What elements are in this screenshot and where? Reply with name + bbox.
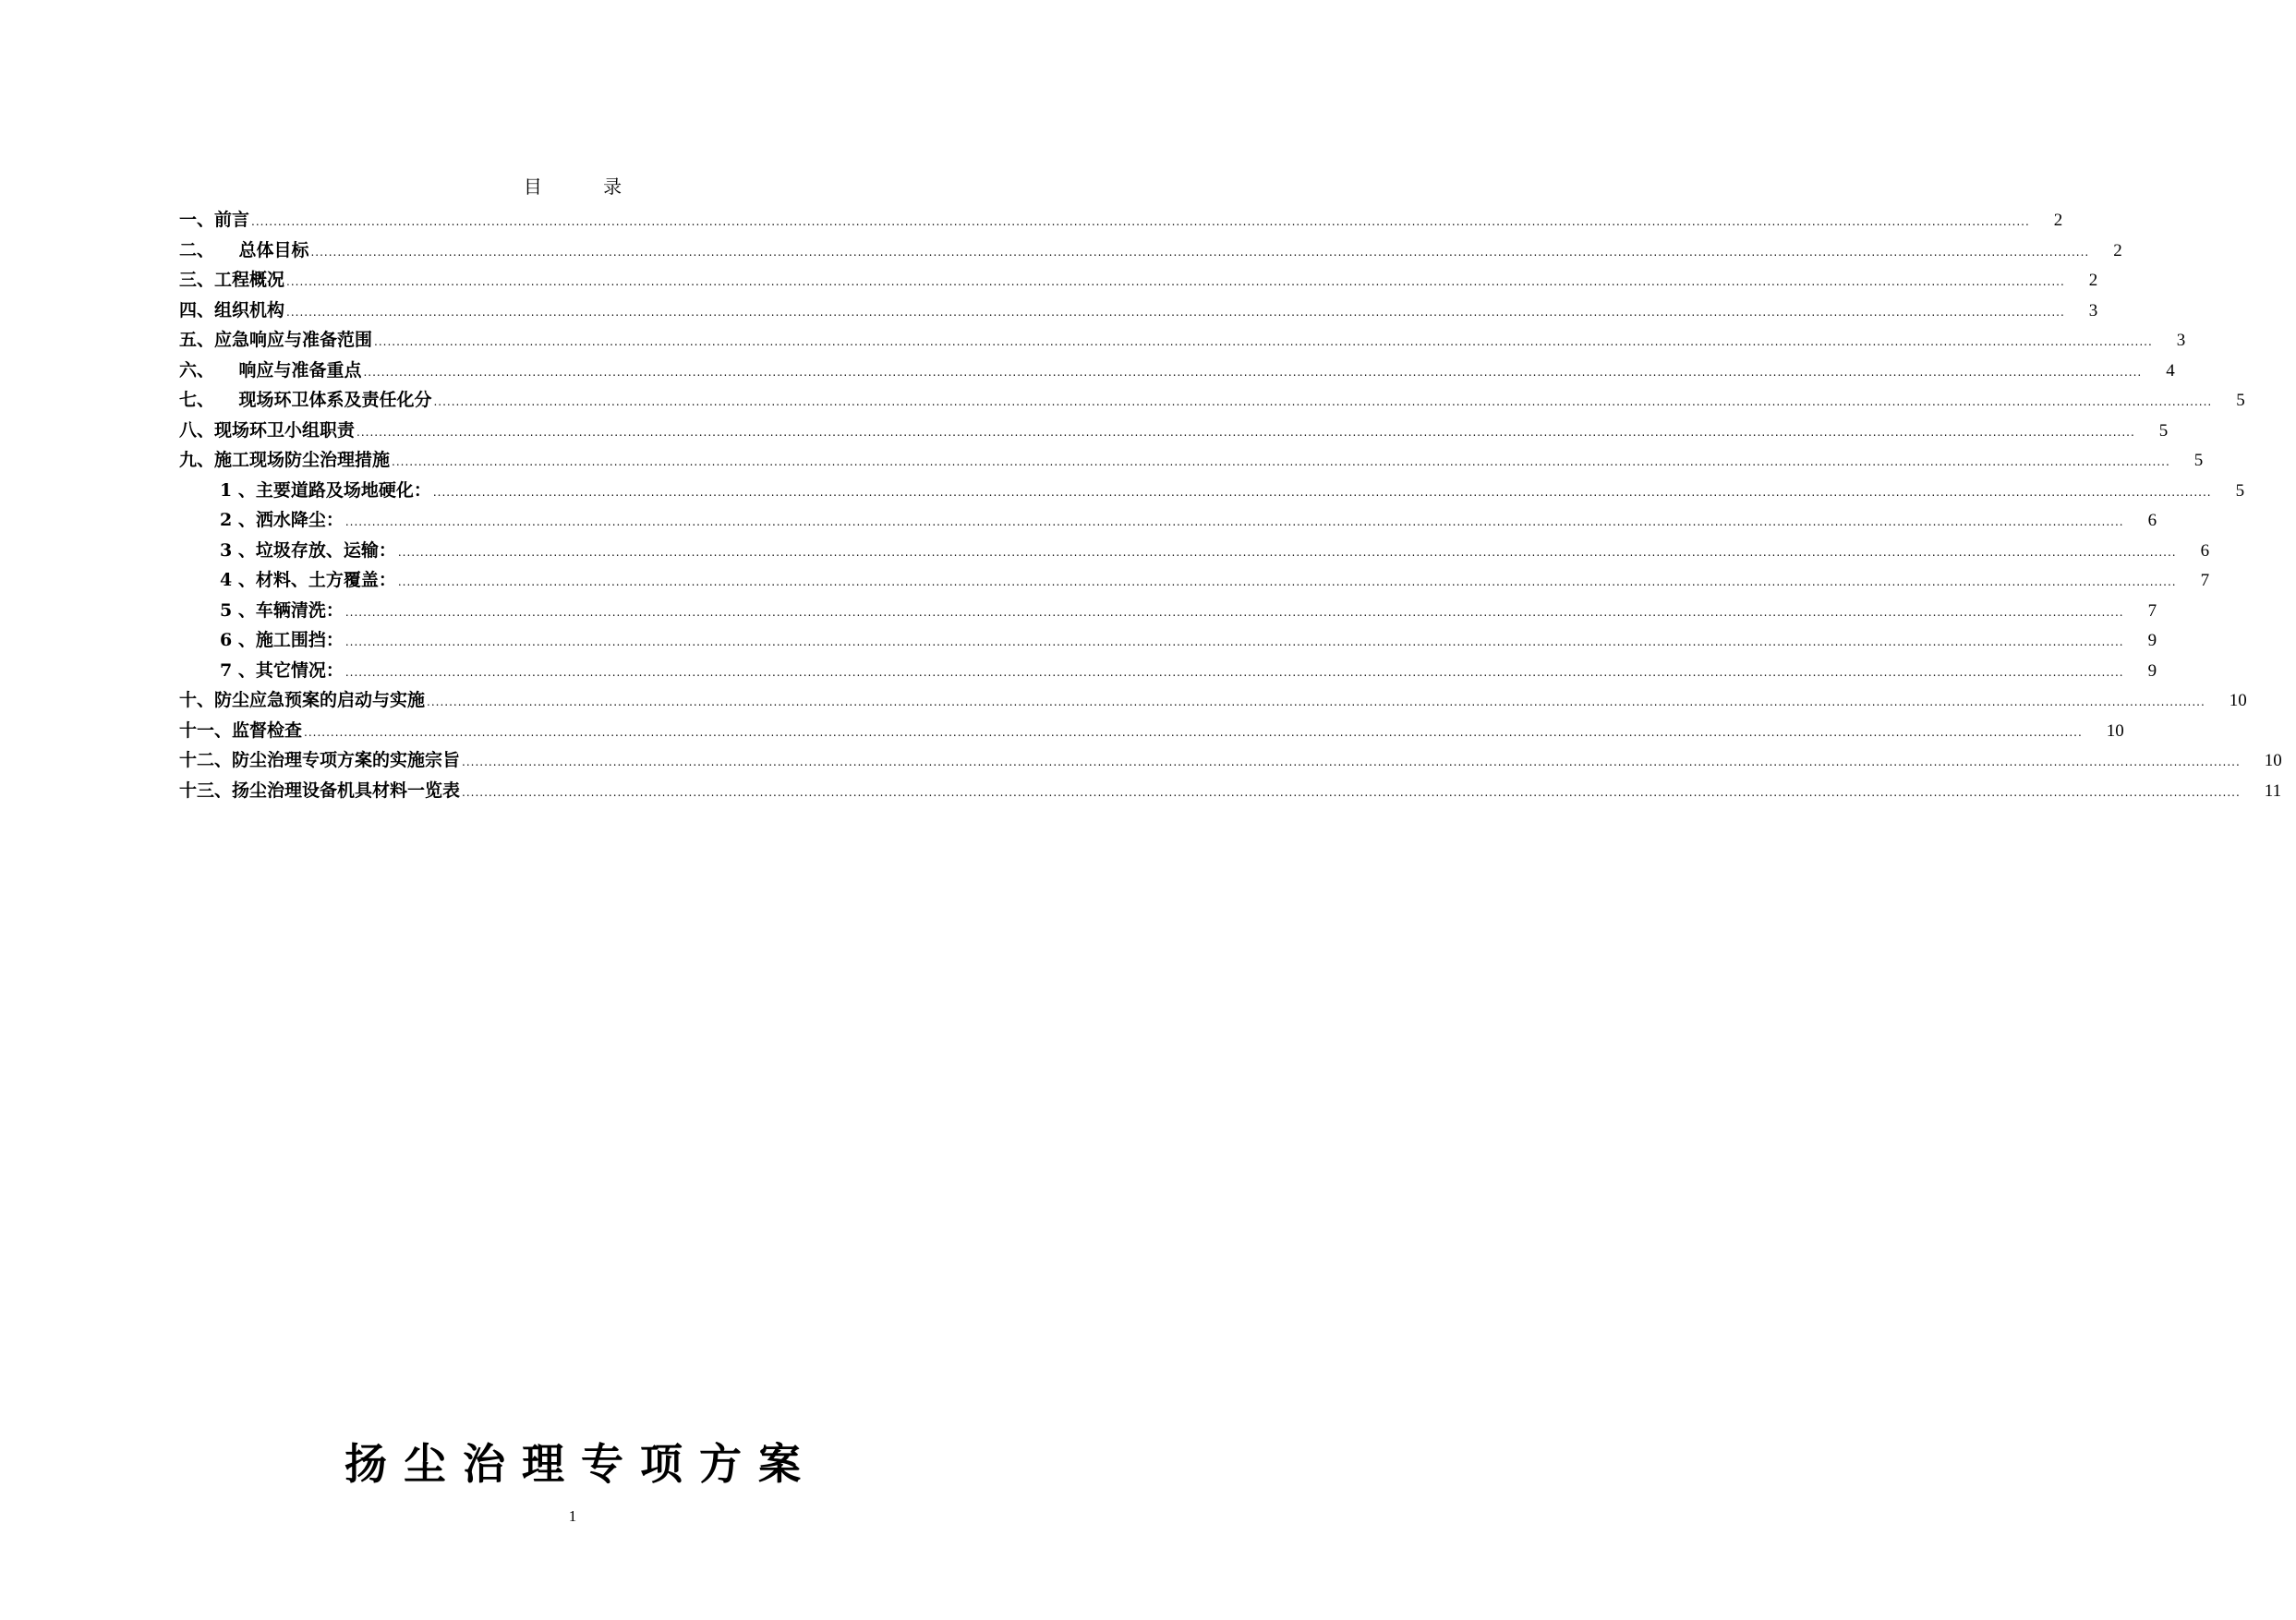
toc-dot-leader: ................................................................................................................................................................................................................................................................................................................................................................................................................ bbox=[433, 395, 2213, 408]
toc-entry[interactable] bbox=[179, 445, 2204, 476]
toc-dot-leader: ................................................................................................................................................................................................................................................................................................................................................................................................................ bbox=[344, 515, 2124, 528]
toc-entry-page: 3 bbox=[2176, 331, 2186, 350]
toc-entry[interactable] bbox=[179, 625, 2157, 656]
toc-entry[interactable] bbox=[179, 416, 2169, 446]
toc-entry[interactable] bbox=[179, 476, 2245, 506]
toc-entry[interactable] bbox=[179, 685, 2247, 716]
toc-entry[interactable] bbox=[179, 656, 2157, 686]
toc-entry-page: 10 bbox=[2264, 751, 2282, 770]
toc-entry[interactable] bbox=[179, 356, 2175, 386]
toc-entry[interactable] bbox=[179, 505, 2157, 536]
toc-entry[interactable] bbox=[179, 536, 2210, 566]
toc-entry-page: 3 bbox=[2088, 300, 2098, 320]
toc-entry-label: 4 、材料、土方覆盖： bbox=[220, 570, 396, 590]
toc-entry-page: 10 bbox=[2229, 691, 2247, 710]
toc-entry-page: 2 bbox=[2088, 271, 2098, 290]
toc-entry-page: 7 bbox=[2147, 600, 2157, 621]
toc-entry-label: 3 、垃圾存放、运输： bbox=[220, 539, 396, 561]
toc-entry-label: 一、前言 bbox=[179, 210, 250, 230]
toc-dot-leader: ................................................................................................................................................................................................................................................................................................................................................................................................................ bbox=[356, 425, 2135, 439]
toc-entry-label: 二、 总体目标 bbox=[179, 239, 309, 260]
toc-entry[interactable] bbox=[179, 236, 2122, 266]
table-of-contents bbox=[179, 205, 2282, 805]
toc-dot-leader: ................................................................................................................................................................................................................................................................................................................................................................................................................ bbox=[397, 575, 2177, 588]
toc-entry[interactable] bbox=[179, 776, 2282, 806]
toc-entry-page: 7 bbox=[2200, 571, 2210, 590]
toc-entry-label: 三、工程概况 bbox=[179, 270, 285, 290]
toc-heading: 目 录 bbox=[523, 175, 650, 198]
toc-entry-label: 四、组织机构 bbox=[179, 299, 285, 320]
toc-dot-leader: ................................................................................................................................................................................................................................................................................................................................................................................................................ bbox=[286, 275, 2065, 288]
toc-entry-label: 5 、车辆清洗： bbox=[220, 599, 344, 621]
toc-entry[interactable] bbox=[179, 565, 2210, 596]
toc-entry[interactable] bbox=[179, 745, 2282, 776]
toc-dot-leader: ................................................................................................................................................................................................................................................................................................................................................................................................................ bbox=[427, 695, 2205, 708]
toc-entry-page: 9 bbox=[2147, 631, 2157, 650]
toc-dot-leader: ................................................................................................................................................................................................................................................................................................................................................................................................................ bbox=[286, 305, 2065, 319]
toc-entry-label: 十三、扬尘治理设备机具材料一览表 bbox=[179, 780, 461, 801]
toc-entry-page: 5 bbox=[2158, 420, 2169, 441]
toc-dot-leader: ................................................................................................................................................................................................................................................................................................................................................................................................................ bbox=[374, 335, 2153, 348]
toc-dot-leader: ................................................................................................................................................................................................................................................................................................................................................................................................................ bbox=[397, 545, 2177, 559]
toc-dot-leader: ................................................................................................................................................................................................................................................................................................................................................................................................................ bbox=[304, 725, 2083, 739]
toc-dot-leader: ................................................................................................................................................................................................................................................................................................................................................................................................................ bbox=[344, 665, 2124, 679]
toc-entry-label: 六、 响应与准备重点 bbox=[179, 359, 362, 381]
toc-entry-label: 6 、施工围挡： bbox=[220, 630, 344, 650]
toc-entry[interactable] bbox=[179, 205, 2063, 236]
document-title: 扬尘治理专项方案 bbox=[344, 1439, 817, 1489]
toc-dot-leader: ................................................................................................................................................................................................................................................................................................................................................................................................................ bbox=[344, 605, 2124, 619]
toc-entry-label: 七、 现场环卫体系及责任化分 bbox=[179, 390, 432, 410]
toc-entry-page: 2 bbox=[2053, 211, 2063, 230]
toc-entry-page: 9 bbox=[2147, 660, 2157, 681]
toc-dot-leader: ................................................................................................................................................................................................................................................................................................................................................................................................................ bbox=[251, 215, 2030, 228]
toc-entry[interactable] bbox=[179, 325, 2186, 356]
page-number: 1 bbox=[568, 1507, 577, 1525]
toc-entry-page: 11 bbox=[2264, 780, 2282, 801]
toc-dot-leader: ................................................................................................................................................................................................................................................................................................................................................................................................................ bbox=[462, 756, 2241, 768]
toc-entry-page: 5 bbox=[2236, 391, 2245, 410]
toc-entry-page: 6 bbox=[2147, 511, 2157, 530]
toc-entry-page: 5 bbox=[2193, 451, 2204, 470]
toc-dot-leader: ................................................................................................................................................................................................................................................................................................................................................................................................................ bbox=[310, 245, 2090, 259]
toc-entry-page: 5 bbox=[2235, 480, 2245, 501]
toc-entry-label: 十、防尘应急预案的启动与实施 bbox=[179, 690, 426, 710]
toc-entry[interactable] bbox=[179, 596, 2157, 626]
toc-dot-leader: ................................................................................................................................................................................................................................................................................................................................................................................................................ bbox=[344, 635, 2124, 648]
toc-entry-label: 五、应急响应与准备范围 bbox=[179, 330, 373, 350]
toc-entry[interactable] bbox=[179, 296, 2098, 326]
toc-entry-page: 4 bbox=[2166, 360, 2175, 381]
toc-entry[interactable] bbox=[179, 265, 2098, 296]
toc-dot-leader: ................................................................................................................................................................................................................................................................................................................................................................................................................ bbox=[392, 455, 2170, 468]
toc-entry-page: 6 bbox=[2200, 540, 2210, 561]
toc-entry[interactable] bbox=[179, 716, 2124, 746]
toc-entry-label: 九、施工现场防尘治理措施 bbox=[179, 450, 391, 470]
toc-entry-page: 10 bbox=[2106, 720, 2124, 741]
toc-entry-label: 7 、其它情况： bbox=[220, 659, 344, 681]
toc-entry-label: 十二、防尘治理专项方案的实施宗旨 bbox=[179, 750, 461, 770]
toc-entry-label: 十一、监督检查 bbox=[179, 719, 303, 741]
toc-entry[interactable] bbox=[179, 385, 2245, 416]
toc-entry-label: 八、现场环卫小组职责 bbox=[179, 419, 356, 441]
toc-dot-leader: ................................................................................................................................................................................................................................................................................................................................................................................................................ bbox=[462, 785, 2241, 799]
toc-entry-page: 2 bbox=[2113, 240, 2122, 260]
toc-entry-label: 1 、主要道路及场地硬化： bbox=[220, 479, 431, 501]
toc-dot-leader: ................................................................................................................................................................................................................................................................................................................................................................................................................ bbox=[432, 485, 2212, 499]
toc-dot-leader: ................................................................................................................................................................................................................................................................................................................................................................................................................ bbox=[363, 365, 2143, 379]
toc-entry-label: 2 、洒水降尘： bbox=[220, 510, 344, 530]
